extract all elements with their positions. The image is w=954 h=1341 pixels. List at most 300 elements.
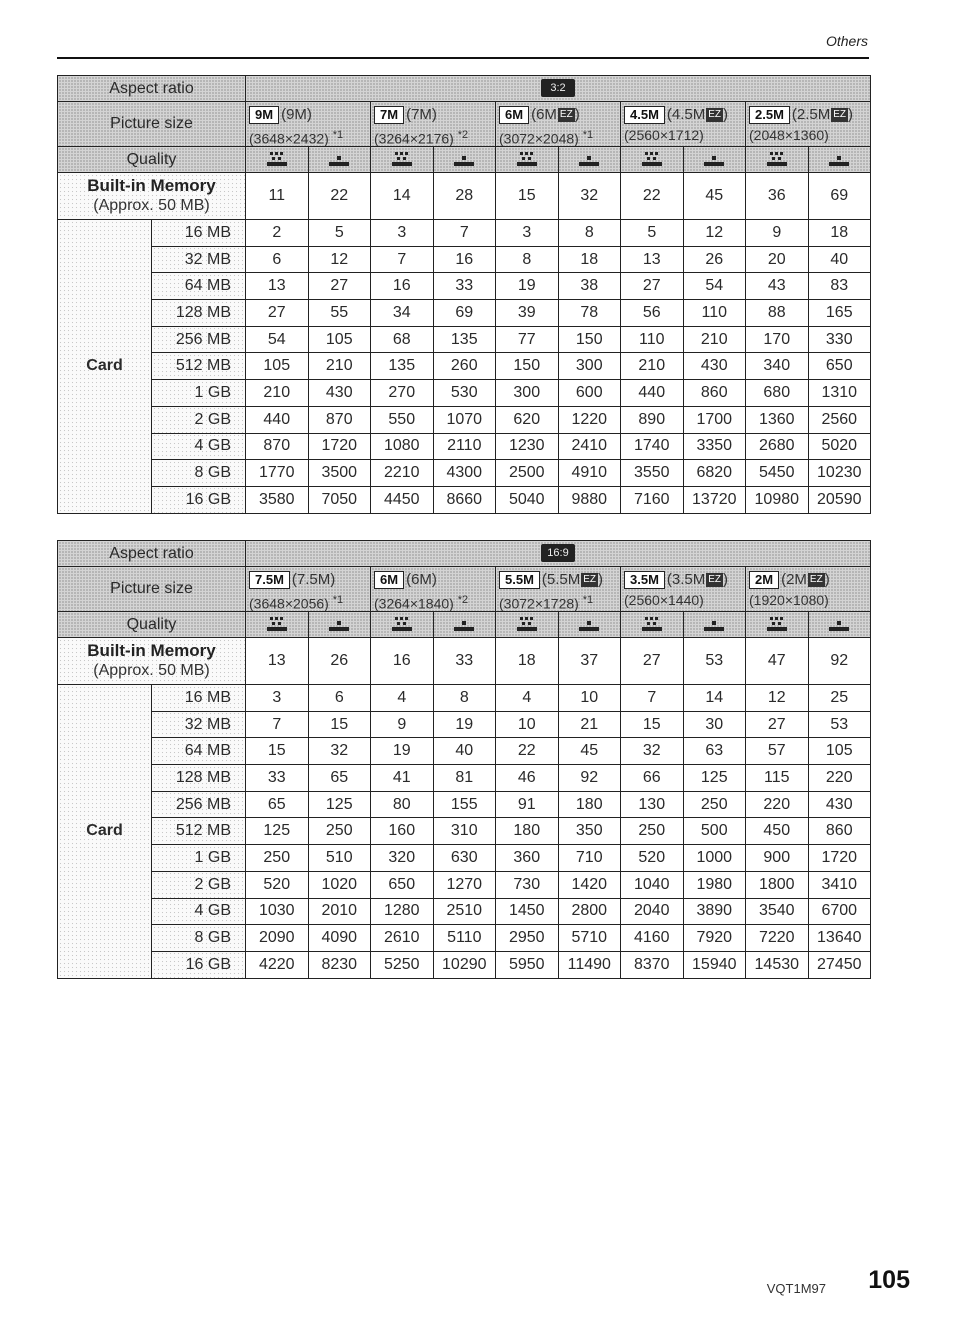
card-value: 105 — [308, 326, 371, 353]
picture-size-close: ) — [598, 570, 604, 588]
builtin-memory-capacity: (Approx. 50 MB) — [93, 662, 210, 679]
footnote-mark: *2 — [457, 593, 469, 606]
picture-size-option — [496, 102, 621, 147]
card-value: 4220 — [246, 951, 309, 978]
standard-quality-icon — [829, 152, 849, 166]
card-value: 88 — [746, 300, 809, 327]
page-code: VQT1M97 — [766, 1281, 826, 1296]
picture-size-name: (4.5M — [666, 105, 706, 123]
card-value: 26 — [683, 246, 746, 273]
card-value: 210 — [246, 380, 309, 407]
table-row — [58, 273, 871, 300]
card-value: 125 — [246, 818, 309, 845]
picture-size-close: ) — [723, 105, 729, 123]
card-value: 1280 — [371, 898, 434, 925]
picture-size-icon: 2.5M — [749, 106, 790, 124]
fine-quality-icon — [767, 152, 787, 166]
table-row — [58, 406, 871, 433]
card-capacity: 4 GB — [152, 433, 246, 460]
builtin-memory-value: 69 — [808, 173, 871, 220]
card-value: 34 — [371, 300, 434, 327]
builtin-memory-label — [58, 173, 246, 220]
card-value: 180 — [496, 818, 559, 845]
table-row — [58, 433, 871, 460]
card-value: 900 — [746, 845, 809, 872]
card-value: 21 — [558, 711, 621, 738]
card-value: 68 — [371, 326, 434, 353]
card-capacity: 512 MB — [152, 353, 246, 380]
card-value: 650 — [808, 353, 871, 380]
picture-size-name: (9M) — [281, 105, 312, 123]
card-value: 2560 — [808, 406, 871, 433]
picture-size-resolution: (3648×2056) — [249, 595, 329, 612]
card-value: 730 — [496, 871, 559, 898]
card-value: 45 — [558, 738, 621, 765]
card-value: 2800 — [558, 898, 621, 925]
card-value: 330 — [808, 326, 871, 353]
card-value: 16 — [371, 273, 434, 300]
card-value: 300 — [496, 380, 559, 407]
card-value: 210 — [621, 353, 684, 380]
card-capacity: 1 GB — [152, 380, 246, 407]
card-value: 55 — [308, 300, 371, 327]
card-value: 5450 — [746, 460, 809, 487]
card-value: 300 — [558, 353, 621, 380]
section-label: Others — [825, 33, 868, 49]
card-value: 6 — [246, 246, 309, 273]
card-value: 53 — [808, 711, 871, 738]
card-capacity: 2 GB — [152, 871, 246, 898]
fine-quality-icon — [642, 617, 662, 631]
builtin-memory-value: 15 — [496, 173, 559, 220]
card-capacity: 16 GB — [152, 951, 246, 978]
card-value: 15940 — [683, 951, 746, 978]
card-value: 27 — [746, 711, 809, 738]
card-value: 63 — [683, 738, 746, 765]
standard-quality-icon — [704, 152, 724, 166]
card-value: 7 — [621, 685, 684, 712]
card-value: 350 — [558, 818, 621, 845]
quality-cell — [433, 612, 496, 638]
card-value: 3 — [246, 685, 309, 712]
card-value: 270 — [371, 380, 434, 407]
picture-size-name: (2M — [781, 570, 807, 588]
card-value: 4090 — [308, 925, 371, 952]
card-capacity: 128 MB — [152, 765, 246, 792]
picture-size-option — [621, 567, 746, 612]
card-value: 12 — [683, 220, 746, 247]
picture-size-resolution: (3264×1840) — [374, 595, 454, 612]
quality-cell — [246, 612, 309, 638]
table-row — [58, 791, 871, 818]
card-value: 65 — [246, 791, 309, 818]
standard-quality-icon — [329, 152, 349, 166]
card-value: 78 — [558, 300, 621, 327]
card-value: 2010 — [308, 898, 371, 925]
standard-quality-icon — [454, 152, 474, 166]
card-value: 38 — [558, 273, 621, 300]
picture-size-resolution: (3072×2048) — [499, 130, 579, 147]
card-value: 155 — [433, 791, 496, 818]
card-value: 4300 — [433, 460, 496, 487]
builtin-memory-value: 45 — [683, 173, 746, 220]
card-value: 7920 — [683, 925, 746, 952]
card-value: 7 — [246, 711, 309, 738]
card-value: 2500 — [496, 460, 559, 487]
card-value: 2680 — [746, 433, 809, 460]
picture-size-resolution: (2560×1712) — [624, 126, 704, 143]
card-value: 41 — [371, 765, 434, 792]
ez-zoom-icon: EZ — [583, 573, 597, 585]
card-value: 12 — [746, 685, 809, 712]
card-value: 32 — [308, 738, 371, 765]
standard-quality-icon — [454, 617, 474, 631]
card-value: 27 — [246, 300, 309, 327]
card-value: 870 — [246, 433, 309, 460]
card-value: 7 — [371, 246, 434, 273]
card-value: 4910 — [558, 460, 621, 487]
quality-cell — [496, 147, 559, 173]
card-value: 710 — [558, 845, 621, 872]
card-value: 320 — [371, 845, 434, 872]
picture-size-icon: 4.5M — [624, 106, 665, 124]
standard-quality-icon — [329, 617, 349, 631]
aspect-ratio-label: Aspect ratio — [58, 541, 246, 567]
picture-size-name: (6M) — [406, 570, 437, 588]
picture-size-option — [621, 102, 746, 147]
card-value: 40 — [808, 246, 871, 273]
card-value: 1420 — [558, 871, 621, 898]
quality-cell — [371, 147, 434, 173]
card-value: 5040 — [496, 486, 559, 513]
table-row — [58, 220, 871, 247]
card-value: 250 — [621, 818, 684, 845]
builtin-memory-value: 36 — [746, 173, 809, 220]
builtin-memory-title: Built-in Memory — [87, 176, 216, 195]
fine-quality-icon — [267, 617, 287, 631]
picture-size-close: ) — [824, 570, 830, 588]
table-row — [58, 765, 871, 792]
card-value: 10 — [558, 685, 621, 712]
picture-size-resolution: (3072×1728) — [499, 595, 579, 612]
table-row — [58, 898, 871, 925]
card-value: 19 — [371, 738, 434, 765]
card-value: 18 — [808, 220, 871, 247]
card-value: 3540 — [746, 898, 809, 925]
card-value: 440 — [621, 380, 684, 407]
card-value: 13 — [621, 246, 684, 273]
card-capacity: 64 MB — [152, 738, 246, 765]
card-value: 11490 — [558, 951, 621, 978]
card-value: 2510 — [433, 898, 496, 925]
table-row — [58, 460, 871, 487]
builtin-memory-value: 26 — [308, 638, 371, 685]
picture-size-option — [746, 567, 871, 612]
card-value: 56 — [621, 300, 684, 327]
card-value: 440 — [246, 406, 309, 433]
card-value: 66 — [621, 765, 684, 792]
quality-cell — [808, 612, 871, 638]
builtin-memory-value: 22 — [621, 173, 684, 220]
card-value: 360 — [496, 845, 559, 872]
card-value: 10980 — [746, 486, 809, 513]
card-value: 91 — [496, 791, 559, 818]
card-value: 8370 — [621, 951, 684, 978]
card-value: 620 — [496, 406, 559, 433]
card-capacity: 256 MB — [152, 791, 246, 818]
card-value: 40 — [433, 738, 496, 765]
card-value: 170 — [746, 326, 809, 353]
card-capacity: 8 GB — [152, 460, 246, 487]
card-value: 9 — [371, 711, 434, 738]
card-capacity: 16 GB — [152, 486, 246, 513]
card-value: 4 — [496, 685, 559, 712]
card-value: 510 — [308, 845, 371, 872]
card-value: 1310 — [808, 380, 871, 407]
card-value: 27 — [308, 273, 371, 300]
card-capacity: 8 GB — [152, 925, 246, 952]
card-value: 500 — [683, 818, 746, 845]
card-value: 5110 — [433, 925, 496, 952]
card-value: 10290 — [433, 951, 496, 978]
card-value: 13720 — [683, 486, 746, 513]
card-capacity: 2 GB — [152, 406, 246, 433]
card-value: 160 — [371, 818, 434, 845]
card-value: 2 — [246, 220, 309, 247]
card-value: 430 — [308, 380, 371, 407]
card-capacity: 32 MB — [152, 246, 246, 273]
card-value: 1740 — [621, 433, 684, 460]
card-value: 2410 — [558, 433, 621, 460]
card-value: 14 — [683, 685, 746, 712]
aspect-ratio-cell — [246, 76, 871, 102]
table-row — [58, 326, 871, 353]
table-row — [58, 486, 871, 513]
quality-cell — [308, 612, 371, 638]
card-value: 83 — [808, 273, 871, 300]
card-capacity: 16 MB — [152, 220, 246, 247]
card-value: 25 — [808, 685, 871, 712]
card-value: 125 — [308, 791, 371, 818]
ez-zoom-icon: EZ — [559, 108, 573, 120]
table-row — [58, 685, 871, 712]
card-value: 15 — [621, 711, 684, 738]
aspect-ratio-label: Aspect ratio — [58, 76, 246, 102]
quality-cell — [496, 612, 559, 638]
picture-size-resolution: (2560×1440) — [624, 591, 704, 608]
card-value: 5 — [308, 220, 371, 247]
builtin-memory-value: 53 — [683, 638, 746, 685]
picture-size-option — [746, 102, 871, 147]
builtin-memory-value: 22 — [308, 173, 371, 220]
card-value: 3550 — [621, 460, 684, 487]
card-value: 2950 — [496, 925, 559, 952]
card-value: 9 — [746, 220, 809, 247]
quality-cell — [558, 147, 621, 173]
card-value: 33 — [246, 765, 309, 792]
card-value: 250 — [308, 818, 371, 845]
table-row — [58, 738, 871, 765]
picture-size-icon: 6M — [499, 106, 529, 124]
picture-size-resolution: (3648×2432) — [249, 130, 329, 147]
standard-quality-icon — [579, 617, 599, 631]
card-value: 20 — [746, 246, 809, 273]
fine-quality-icon — [517, 152, 537, 166]
card-value: 65 — [308, 765, 371, 792]
card-value: 1000 — [683, 845, 746, 872]
card-value: 19 — [496, 273, 559, 300]
picture-size-option — [246, 567, 371, 612]
card-value: 2210 — [371, 460, 434, 487]
fine-quality-icon — [392, 152, 412, 166]
header-rule — [57, 57, 869, 59]
fine-quality-icon — [517, 617, 537, 631]
card-value: 530 — [433, 380, 496, 407]
quality-cell — [621, 147, 684, 173]
card-capacity: 64 MB — [152, 273, 246, 300]
card-value: 5250 — [371, 951, 434, 978]
picture-size-label: Picture size — [58, 567, 246, 612]
card-value: 890 — [621, 406, 684, 433]
standard-quality-icon — [579, 152, 599, 166]
card-value: 3350 — [683, 433, 746, 460]
builtin-memory-value: 32 — [558, 173, 621, 220]
card-value: 4 — [371, 685, 434, 712]
picture-size-resolution: (3264×2176) — [374, 130, 454, 147]
builtin-memory-label — [58, 638, 246, 685]
card-value: 430 — [683, 353, 746, 380]
card-value: 1230 — [496, 433, 559, 460]
card-value: 600 — [558, 380, 621, 407]
ez-zoom-icon: EZ — [708, 573, 722, 585]
card-value: 1040 — [621, 871, 684, 898]
quality-cell — [621, 612, 684, 638]
builtin-memory-value: 16 — [371, 638, 434, 685]
card-value: 310 — [433, 818, 496, 845]
card-value: 1080 — [371, 433, 434, 460]
picture-size-close: ) — [574, 105, 580, 123]
table-row — [58, 925, 871, 952]
card-value: 630 — [433, 845, 496, 872]
picture-size-close: ) — [723, 570, 729, 588]
builtin-memory-value: 37 — [558, 638, 621, 685]
quality-cell — [746, 612, 809, 638]
card-value: 9880 — [558, 486, 621, 513]
card-value: 1450 — [496, 898, 559, 925]
quality-cell — [808, 147, 871, 173]
card-value: 6820 — [683, 460, 746, 487]
card-value: 57 — [746, 738, 809, 765]
card-value: 130 — [621, 791, 684, 818]
card-value: 54 — [246, 326, 309, 353]
quality-cell — [246, 147, 309, 173]
card-value: 3500 — [308, 460, 371, 487]
picture-size-icon: 7.5M — [249, 571, 290, 589]
picture-size-name: (3.5M — [666, 570, 706, 588]
card-value: 13640 — [808, 925, 871, 952]
picture-size-resolution: (2048×1360) — [749, 126, 829, 143]
quality-label: Quality — [58, 612, 246, 638]
card-value: 43 — [746, 273, 809, 300]
picture-size-icon: 3.5M — [624, 571, 665, 589]
ez-zoom-icon: EZ — [708, 108, 722, 120]
builtin-memory-value: 13 — [246, 638, 309, 685]
table-row — [58, 818, 871, 845]
card-value: 3 — [371, 220, 434, 247]
card-value: 520 — [246, 871, 309, 898]
card-capacity: 16 MB — [152, 685, 246, 712]
card-value: 3 — [496, 220, 559, 247]
picture-size-name: (7.5M) — [291, 570, 336, 588]
card-value: 1070 — [433, 406, 496, 433]
capacity-table — [57, 75, 871, 514]
fine-quality-icon — [767, 617, 787, 631]
card-value: 92 — [558, 765, 621, 792]
card-value: 7050 — [308, 486, 371, 513]
picture-size-option — [371, 102, 496, 147]
picture-size-icon: 6M — [374, 571, 404, 589]
card-value: 125 — [683, 765, 746, 792]
card-value: 5950 — [496, 951, 559, 978]
table-row — [58, 380, 871, 407]
ez-zoom-icon: EZ — [833, 108, 847, 120]
card-value: 550 — [371, 406, 434, 433]
card-value: 220 — [808, 765, 871, 792]
card-value: 8 — [558, 220, 621, 247]
card-value: 135 — [371, 353, 434, 380]
picture-size-name: (2.5M — [791, 105, 831, 123]
card-value: 7220 — [746, 925, 809, 952]
card-value: 340 — [746, 353, 809, 380]
aspect-ratio-icon: 16:9 — [541, 544, 575, 562]
quality-cell — [308, 147, 371, 173]
card-value: 15 — [246, 738, 309, 765]
card-value: 430 — [808, 791, 871, 818]
card-value: 1700 — [683, 406, 746, 433]
card-value: 81 — [433, 765, 496, 792]
card-value: 680 — [746, 380, 809, 407]
footnote-mark: *1 — [582, 128, 594, 141]
picture-size-icon: 2M — [749, 571, 779, 589]
card-value: 2090 — [246, 925, 309, 952]
picture-size-name: (6M — [531, 105, 557, 123]
quality-cell — [683, 612, 746, 638]
footnote-mark: *2 — [457, 128, 469, 141]
card-value: 1980 — [683, 871, 746, 898]
quality-cell — [746, 147, 809, 173]
card-value: 14530 — [746, 951, 809, 978]
card-value: 3890 — [683, 898, 746, 925]
table-row — [58, 845, 871, 872]
builtin-memory-capacity: (Approx. 50 MB) — [93, 197, 210, 214]
card-value: 8230 — [308, 951, 371, 978]
card-value: 165 — [808, 300, 871, 327]
card-value: 8 — [496, 246, 559, 273]
card-value: 4450 — [371, 486, 434, 513]
card-value: 32 — [621, 738, 684, 765]
card-value: 150 — [496, 353, 559, 380]
card-value: 870 — [308, 406, 371, 433]
table-row — [58, 871, 871, 898]
card-value: 105 — [808, 738, 871, 765]
footnote-mark: *1 — [332, 593, 344, 606]
card-capacity: 32 MB — [152, 711, 246, 738]
card-label: Card — [58, 685, 152, 979]
fine-quality-icon — [392, 617, 412, 631]
ez-zoom-icon: EZ — [809, 573, 823, 585]
card-value: 860 — [808, 818, 871, 845]
card-value: 5710 — [558, 925, 621, 952]
